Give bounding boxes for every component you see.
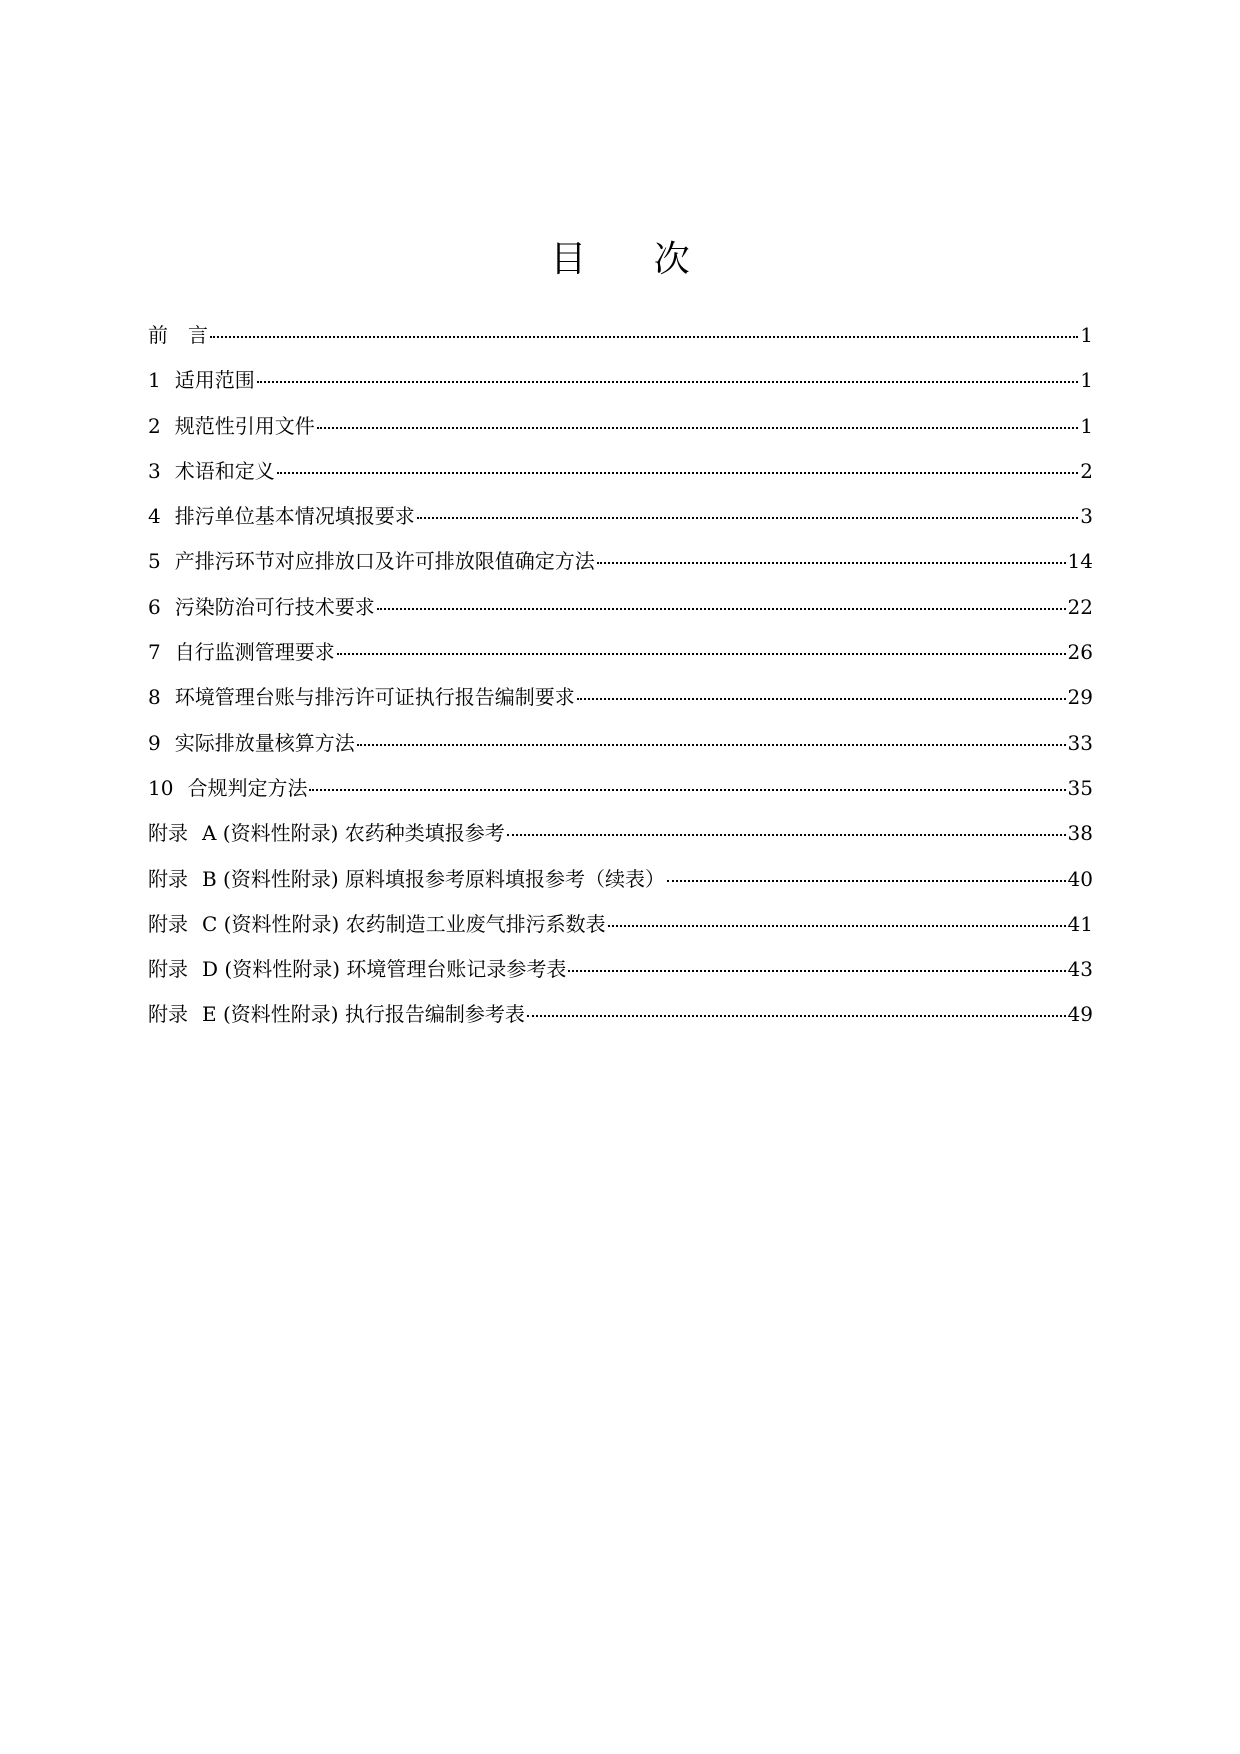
toc-leader-dots — [417, 517, 1079, 519]
toc-entry-number: 附录 — [148, 866, 188, 891]
toc-leader-dots — [309, 789, 1065, 791]
toc-entry-page: 3 — [1080, 504, 1093, 529]
toc-entry-page: 38 — [1067, 821, 1093, 846]
toc-entry-page: 26 — [1067, 640, 1093, 665]
toc-entry-page: 29 — [1067, 685, 1093, 710]
toc-entry-number: 附录 — [148, 821, 188, 846]
toc-title: 目 次 — [550, 239, 718, 280]
toc-entry-page: 33 — [1067, 730, 1093, 755]
toc-leader-dots — [277, 472, 1079, 474]
toc-entry-number: 2 — [148, 413, 161, 438]
toc-leader-dots — [667, 880, 1066, 882]
toc-entry-number: 6 — [148, 594, 161, 619]
toc-entry-label: 实际排放量核算方法 — [174, 730, 355, 755]
toc-entry-label: 前 言 — [148, 323, 208, 347]
toc-entry[interactable] — [148, 857, 1093, 902]
toc-leader-dots — [507, 834, 1066, 836]
toc-list — [148, 313, 1093, 1038]
toc-entry[interactable] — [148, 947, 1093, 992]
toc-entry-label: 合规判定方法 — [187, 775, 308, 800]
toc-entry-label: 适用范围 — [174, 368, 255, 393]
toc-entry[interactable] — [148, 902, 1093, 947]
toc-entry[interactable] — [148, 721, 1093, 766]
toc-entry[interactable] — [148, 675, 1093, 720]
toc-entry-number: 3 — [148, 458, 161, 483]
toc-entry-number: 1 — [148, 368, 161, 393]
toc-entry[interactable] — [148, 449, 1093, 494]
toc-leader-dots — [527, 1015, 1066, 1017]
toc-entry-page: 41 — [1067, 911, 1093, 936]
toc-entry-label: 产排污环节对应排放口及许可排放限值确定方法 — [174, 549, 595, 574]
toc-entry[interactable] — [148, 992, 1093, 1037]
toc-entry[interactable] — [148, 494, 1093, 539]
toc-entry-number: 附录 — [148, 957, 188, 982]
toc-entry-label: 术语和定义 — [174, 458, 275, 483]
toc-entry-number: 5 — [148, 549, 161, 574]
toc-entry-label: A (资料性附录) 农药种类填报参考 — [202, 821, 505, 846]
toc-entry-page: 1 — [1080, 323, 1093, 347]
toc-entry[interactable] — [148, 313, 1093, 358]
toc-entry-label: 规范性引用文件 — [174, 413, 315, 438]
toc-entry-label: 自行监测管理要求 — [174, 640, 335, 665]
toc-leader-dots — [597, 562, 1066, 564]
toc-leader-dots — [608, 925, 1066, 927]
toc-leader-dots — [357, 744, 1066, 746]
toc-entry-page: 22 — [1067, 594, 1093, 619]
toc-entry-page: 2 — [1080, 458, 1093, 483]
toc-entry-page: 1 — [1080, 413, 1093, 438]
toc-leader-dots — [377, 608, 1066, 610]
toc-leader-dots — [257, 381, 1079, 383]
toc-entry-page: 14 — [1067, 549, 1093, 574]
toc-entry[interactable] — [148, 766, 1093, 811]
toc-leader-dots — [337, 653, 1066, 655]
toc-entry-number: 7 — [148, 640, 161, 665]
toc-entry[interactable] — [148, 585, 1093, 630]
toc-entry-page: 40 — [1067, 866, 1093, 891]
toc-entry-number: 附录 — [148, 911, 188, 936]
toc-entry-label: 环境管理台账与排污许可证执行报告编制要求 — [174, 685, 575, 710]
toc-leader-dots — [317, 427, 1079, 429]
toc-entry-label: B (资料性附录) 原料填报参考原料填报参考（续表） — [202, 866, 666, 891]
toc-entry-label: 污染防治可行技术要求 — [174, 594, 375, 619]
toc-entry-page: 1 — [1080, 368, 1093, 393]
toc-entry-page: 35 — [1067, 775, 1093, 800]
toc-entry[interactable] — [148, 630, 1093, 675]
toc-entry[interactable] — [148, 811, 1093, 856]
toc-entry-number: 附录 — [148, 1002, 188, 1027]
toc-entry-number: 8 — [148, 685, 161, 710]
toc-entry[interactable] — [148, 539, 1093, 584]
toc-entry-number: 9 — [148, 730, 161, 755]
toc-leader-dots — [210, 336, 1078, 338]
toc-entry-page: 49 — [1067, 1002, 1093, 1027]
toc-entry-number: 4 — [148, 504, 161, 529]
toc-leader-dots — [568, 970, 1065, 972]
toc-entry-number: 10 — [148, 775, 174, 800]
toc-leader-dots — [577, 698, 1066, 700]
toc-entry-page: 43 — [1067, 957, 1093, 982]
toc-entry-label: E (资料性附录) 执行报告编制参考表 — [202, 1002, 525, 1027]
toc-entry[interactable] — [148, 358, 1093, 403]
toc-entry-label: D (资料性附录) 环境管理台账记录参考表 — [202, 957, 567, 982]
toc-entry-label: 排污单位基本情况填报要求 — [174, 504, 415, 529]
toc-entry[interactable] — [148, 404, 1093, 449]
toc-entry-label: C (资料性附录) 农药制造工业废气排污系数表 — [202, 911, 606, 936]
